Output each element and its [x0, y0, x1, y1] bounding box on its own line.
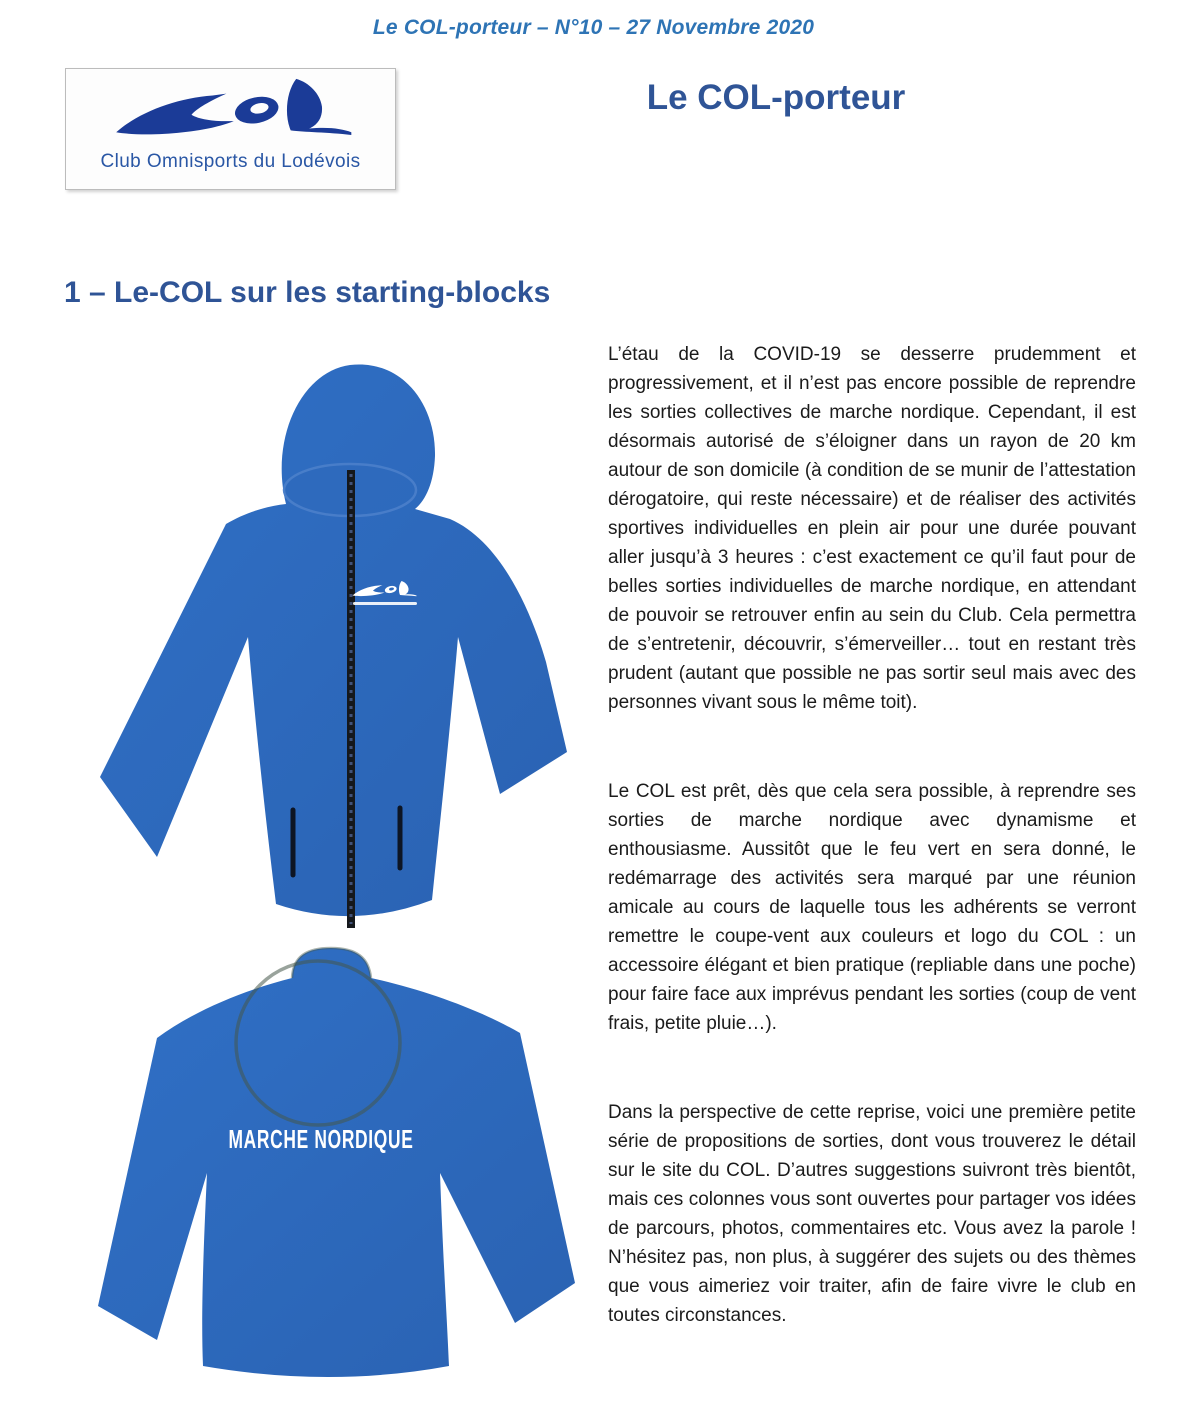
body-paragraph: L’étau de la COVID-19 se desserre prudemment et progressivement, et il n’est pas encore possible de reprendre les sorties collectives de marche nordique. Cependant, il est désormais autorisé de s’éloigner dans un rayon de 20 km autour de son domicile (à condition de se munir de l’attestation dérogatoire, qui reste nécessaire) et de réaliser des activités sportives individuelles en plein air pour une durée pouvant aller jusqu’à 3 heures : c’est exactement ce qu’il faut pour de belles sorties individuelles de marche nordique, en attendant de pouvoir se retrouver enfin au sein du Club. Cela permettra de s’entretenir, découvrir, s’émerveiller… tout en restant très prudent (autant que possible ne pas sortir seul mais avec des personnes vivant sous le même toit). — [608, 344, 1136, 713]
jacket-back-illustration — [95, 938, 585, 1400]
page-title: Le COL-porteur — [646, 78, 906, 117]
section-heading: 1 – Le-COL sur les starting-blocks — [64, 276, 551, 309]
jacket-back-image — [95, 938, 585, 1400]
jacket-front-image — [98, 352, 582, 936]
club-logo-box — [65, 68, 396, 190]
club-name-label: Club Omnisports du Lodévois — [100, 151, 361, 172]
body-paragraph: Le COL est prêt, dès que cela sera possible, à reprendre ses sorties de marche nordique avec dynamisme et enthousiasme. Aussitôt que le feu vert en sera donné, le redémarrage des activités sera marqué par une réunion amicale au cours de laquelle tous les adhérents se verront remettre le coupe-vent aux couleurs et logo du COL : un accessoire élégant et bien pratique (repliable dans une poche) pour faire face aux imprévus pendant les sorties (coup de vent frais, petite pluie…). — [608, 781, 1136, 1034]
jacket-back-print: MARCHE NORDIQUE — [228, 1124, 414, 1154]
masthead: Le COL-porteur – N°10 – 27 Novembre 2020 — [372, 16, 815, 39]
jacket-front-illustration — [98, 352, 582, 936]
article-text-column — [608, 340, 1136, 1330]
body-paragraph: Dans la perspective de cette reprise, voici une première petite série de propositions de sorties, dont vous trouverez le détail sur le site du COL. D’autres suggestions suivront très bientôt, mais ces colonnes vous sont ouvertes pour partager vos idées de parcours, photos, commentaires etc. Vous avez la parole ! N’hésitez pas, non plus, à suggérer des sujets ou des thèmes que vous aimeriez voir traiter, afin de faire vivre le club en toutes circonstances. — [608, 1102, 1136, 1326]
col-logo-icon — [107, 75, 355, 149]
